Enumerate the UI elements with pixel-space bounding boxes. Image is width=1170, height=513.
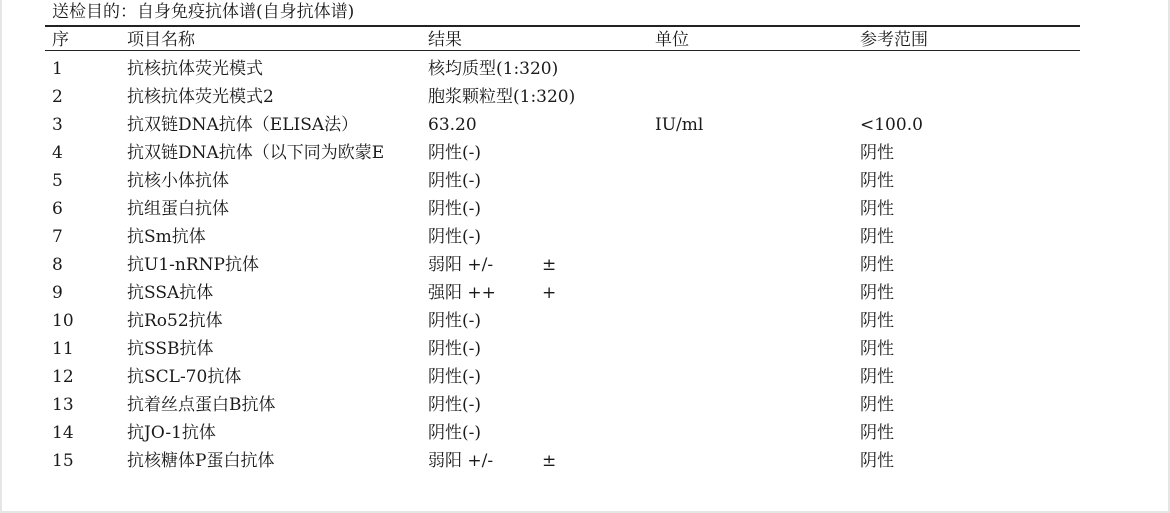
row-result: 阴性(-) bbox=[428, 423, 482, 443]
result-table-body bbox=[0, 55, 1170, 475]
row-result: 胞浆颗粒型(1:320) bbox=[428, 87, 576, 107]
row-result: 阴性(-) bbox=[428, 227, 482, 247]
row-item-name: 抗SSB抗体 bbox=[127, 339, 214, 359]
row-reference: 阴性 bbox=[860, 143, 894, 163]
row-result: 强阳 ++ bbox=[428, 283, 496, 303]
row-result: 阴性(-) bbox=[428, 143, 482, 163]
row-reference: 阴性 bbox=[860, 255, 894, 275]
row-result: 63.20 bbox=[428, 115, 477, 135]
table-row bbox=[0, 139, 1170, 167]
header-seq: 序 bbox=[52, 30, 69, 50]
row-result: 核均质型(1:320) bbox=[428, 59, 559, 79]
table-row bbox=[0, 447, 1170, 475]
row-seq: 8 bbox=[52, 255, 63, 275]
header-reference: 参考范围 bbox=[860, 30, 928, 50]
table-row bbox=[0, 167, 1170, 195]
header-unit: 单位 bbox=[655, 30, 689, 50]
row-result: 阴性(-) bbox=[428, 311, 482, 331]
row-unit: IU/ml bbox=[655, 115, 704, 135]
row-seq: 13 bbox=[52, 395, 74, 415]
row-reference: 阴性 bbox=[860, 171, 894, 191]
row-flag: ± bbox=[542, 255, 557, 275]
row-result: 阴性(-) bbox=[428, 199, 482, 219]
row-reference: 阴性 bbox=[860, 423, 894, 443]
row-item-name: 抗着丝点蛋白B抗体 bbox=[127, 395, 276, 415]
row-seq: 6 bbox=[52, 199, 63, 219]
row-seq: 5 bbox=[52, 171, 63, 191]
row-item-name: 抗Sm抗体 bbox=[127, 227, 206, 247]
row-seq: 4 bbox=[52, 143, 63, 163]
row-item-name: 抗双链DNA抗体（以下同为欧蒙E bbox=[127, 143, 385, 163]
table-row bbox=[0, 419, 1170, 447]
row-item-name: 抗核小体抗体 bbox=[127, 171, 229, 191]
row-seq: 7 bbox=[52, 227, 63, 247]
row-result: 阴性(-) bbox=[428, 339, 482, 359]
row-seq: 10 bbox=[52, 311, 74, 331]
row-seq: 1 bbox=[52, 59, 63, 79]
row-reference: 阴性 bbox=[860, 395, 894, 415]
row-reference: 阴性 bbox=[860, 199, 894, 219]
row-item-name: 抗核抗体荧光模式2 bbox=[127, 87, 274, 107]
table-row bbox=[0, 307, 1170, 335]
row-reference: 阴性 bbox=[860, 367, 894, 387]
row-item-name: 抗组蛋白抗体 bbox=[127, 199, 229, 219]
table-row bbox=[0, 223, 1170, 251]
table-top-rule bbox=[45, 25, 1080, 27]
test-purpose: 送检目的：自身免疫抗体谱(自身抗体谱) bbox=[52, 2, 355, 22]
row-item-name: 抗U1-nRNP抗体 bbox=[127, 255, 259, 275]
row-reference: 阴性 bbox=[860, 451, 894, 471]
row-item-name: 抗核糖体P蛋白抗体 bbox=[127, 451, 275, 471]
row-seq: 2 bbox=[52, 87, 63, 107]
row-result: 阴性(-) bbox=[428, 171, 482, 191]
header-item-name: 项目名称 bbox=[127, 30, 195, 50]
row-item-name: 抗核抗体荧光模式 bbox=[127, 59, 263, 79]
row-seq: 11 bbox=[52, 339, 74, 359]
row-result: 阴性(-) bbox=[428, 395, 482, 415]
table-row bbox=[0, 363, 1170, 391]
table-row bbox=[0, 335, 1170, 363]
row-reference: 阴性 bbox=[860, 339, 894, 359]
row-seq: 3 bbox=[52, 115, 63, 135]
row-result: 阴性(-) bbox=[428, 367, 482, 387]
row-reference: 阴性 bbox=[860, 283, 894, 303]
row-seq: 14 bbox=[52, 423, 74, 443]
row-reference: 阴性 bbox=[860, 227, 894, 247]
table-row bbox=[0, 195, 1170, 223]
row-flag: ± bbox=[542, 451, 557, 471]
header-result: 结果 bbox=[428, 30, 462, 50]
row-item-name: 抗JO-1抗体 bbox=[127, 423, 216, 443]
row-reference: 阴性 bbox=[860, 311, 894, 331]
table-header bbox=[0, 29, 1170, 51]
table-row bbox=[0, 391, 1170, 419]
row-item-name: 抗SSA抗体 bbox=[127, 283, 214, 303]
table-row bbox=[0, 279, 1170, 307]
table-header-rule bbox=[45, 50, 1080, 51]
table-row bbox=[0, 83, 1170, 111]
row-item-name: 抗双链DNA抗体（ELISA法） bbox=[127, 115, 359, 135]
row-reference: <100.0 bbox=[860, 115, 923, 135]
row-seq: 12 bbox=[52, 367, 74, 387]
row-item-name: 抗SCL-70抗体 bbox=[127, 367, 242, 387]
row-seq: 15 bbox=[52, 451, 74, 471]
row-item-name: 抗Ro52抗体 bbox=[127, 311, 223, 331]
table-row bbox=[0, 55, 1170, 83]
row-flag: + bbox=[542, 283, 557, 303]
row-seq: 9 bbox=[52, 283, 63, 303]
table-row bbox=[0, 111, 1170, 139]
row-result: 弱阳 +/- bbox=[428, 255, 494, 275]
table-row bbox=[0, 251, 1170, 279]
row-result: 弱阳 +/- bbox=[428, 451, 494, 471]
